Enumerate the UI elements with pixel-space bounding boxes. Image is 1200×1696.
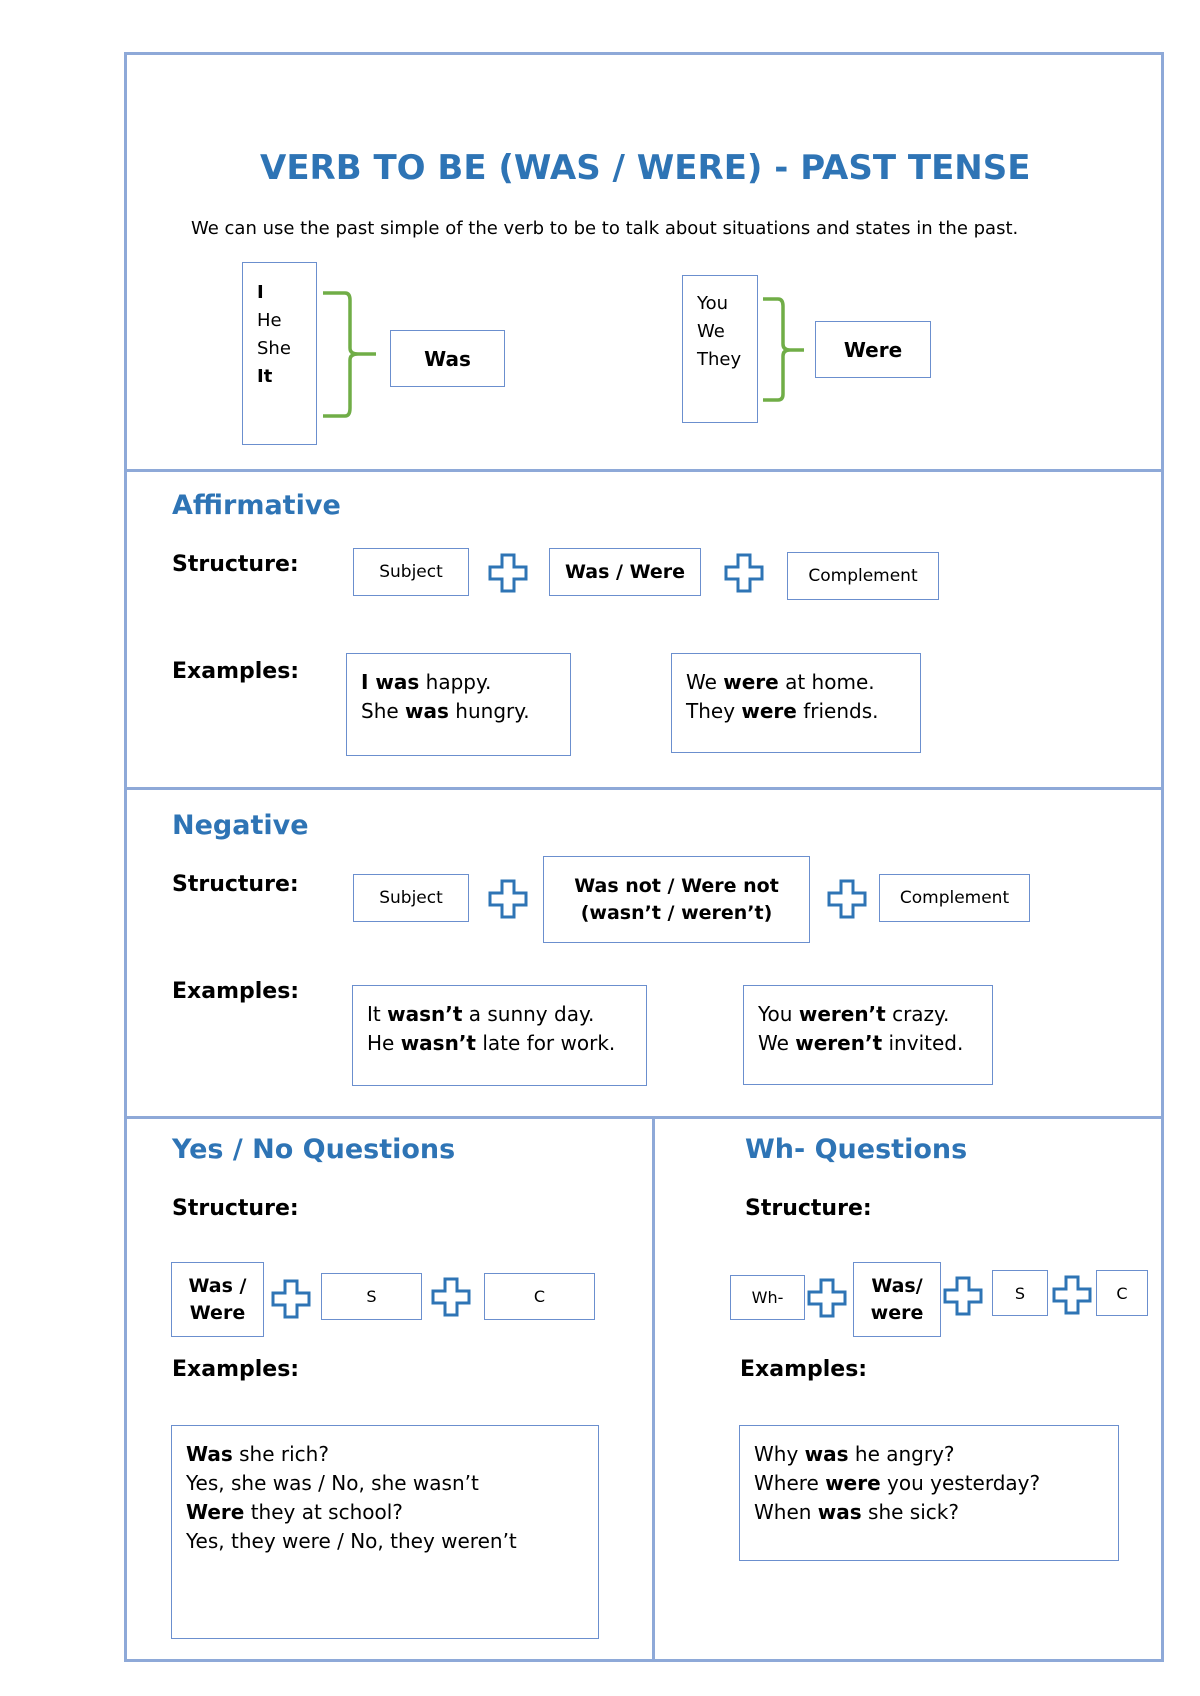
example-box — [739, 1425, 1119, 1561]
structure-label: Structure: — [172, 872, 299, 897]
plus-icon — [1051, 1274, 1093, 1316]
pronoun: You — [697, 293, 729, 314]
divider-vertical — [652, 1116, 655, 1662]
divider-3 — [124, 1116, 1164, 1119]
structure-subject: Subject — [353, 874, 469, 922]
structure-verb: Was / Were — [549, 548, 701, 596]
example-line: I was happy. — [361, 670, 492, 694]
examples-label: Examples: — [172, 979, 300, 1004]
example-box — [743, 985, 993, 1085]
negative-heading: Negative — [172, 810, 309, 841]
pronoun-box-were — [682, 275, 758, 423]
plus-icon — [487, 552, 529, 594]
structure-verb — [171, 1262, 264, 1337]
structure-label: Structure: — [172, 552, 299, 577]
bracket-icon — [760, 296, 806, 406]
example-line: He wasn’t late for work. — [367, 1031, 616, 1055]
structure-complement: C — [1096, 1270, 1148, 1316]
pronoun: She — [257, 338, 291, 359]
bracket-icon — [320, 290, 380, 420]
structure-verb-line: Was not / Were not — [574, 874, 779, 897]
structure-verb-line: were — [870, 1301, 924, 1324]
page-title: VERB TO BE (WAS / WERE) - PAST TENSE — [260, 148, 1031, 188]
example-line: They were friends. — [686, 699, 879, 723]
divider-2 — [124, 787, 1164, 790]
example-line: Were they at school? — [186, 1500, 403, 1524]
example-line: You weren’t crazy. — [758, 1002, 950, 1026]
examples-label: Examples: — [740, 1357, 868, 1382]
structure-verb-line: (wasn’t / weren’t) — [580, 901, 773, 924]
structure-complement: Complement — [879, 874, 1030, 922]
examples-label: Examples: — [172, 1357, 300, 1382]
divider-1 — [124, 469, 1164, 472]
example-line: Where were you yesterday? — [754, 1471, 1041, 1495]
structure-subject: S — [321, 1273, 422, 1320]
structure-subject: S — [992, 1270, 1048, 1316]
structure-verb-line: Was / — [188, 1274, 247, 1297]
structure-verb-line: Were — [189, 1301, 246, 1324]
example-line: We weren’t invited. — [758, 1031, 964, 1055]
plus-icon — [487, 878, 529, 920]
example-box — [346, 653, 571, 756]
example-line: Was she rich? — [186, 1442, 329, 1466]
intro-text: We can use the past simple of the verb to be to talk about situations and states in the past. — [191, 218, 1019, 239]
plus-icon — [723, 552, 765, 594]
example-line: When was she sick? — [754, 1500, 959, 1524]
example-line: Yes, they were / No, they weren’t — [186, 1529, 517, 1553]
plus-icon — [430, 1276, 472, 1318]
structure-verb — [543, 856, 810, 943]
plus-icon — [270, 1278, 312, 1320]
pronoun: I — [257, 282, 264, 303]
verb-was: Was — [390, 330, 505, 387]
structure-label: Structure: — [745, 1196, 872, 1221]
plus-icon — [806, 1277, 848, 1319]
verb-were: Were — [815, 321, 931, 378]
example-line: We were at home. — [686, 670, 875, 694]
pronoun: We — [697, 321, 725, 342]
examples-label: Examples: — [172, 659, 300, 684]
yesno-heading: Yes / No Questions — [172, 1134, 456, 1165]
pronoun: It — [257, 366, 273, 387]
plus-icon — [826, 878, 868, 920]
example-line: Yes, she was / No, she wasn’t — [186, 1471, 479, 1495]
pronoun: They — [697, 349, 742, 370]
example-line: Why was he angry? — [754, 1442, 955, 1466]
pronoun: He — [257, 310, 282, 331]
structure-verb — [853, 1262, 941, 1337]
example-box — [671, 653, 921, 753]
plus-icon — [942, 1275, 984, 1317]
structure-wh: Wh- — [730, 1275, 805, 1320]
wh-heading: Wh- Questions — [745, 1134, 968, 1165]
structure-verb-line: Was/ — [871, 1274, 923, 1297]
structure-label: Structure: — [172, 1196, 299, 1221]
affirmative-heading: Affirmative — [172, 490, 341, 521]
structure-subject: Subject — [353, 548, 469, 596]
example-line: She was hungry. — [361, 699, 530, 723]
example-line: It wasn’t a sunny day. — [367, 1002, 595, 1026]
structure-complement: C — [484, 1273, 595, 1320]
pronoun-box-was — [242, 262, 317, 445]
example-box — [352, 985, 647, 1086]
example-box — [171, 1425, 599, 1639]
structure-complement: Complement — [787, 552, 939, 600]
